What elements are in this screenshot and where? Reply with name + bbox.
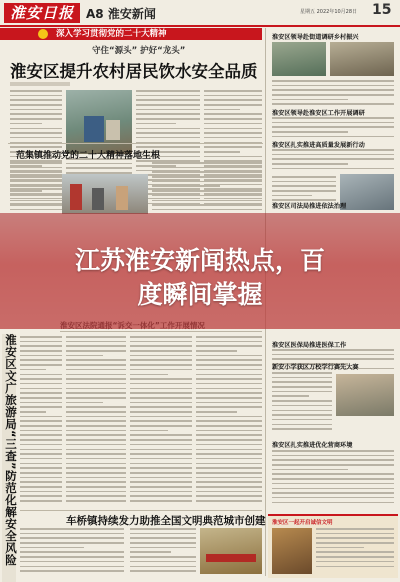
bottom-photo <box>200 528 262 574</box>
bottom-text-col-1 <box>20 528 124 576</box>
lead-byline <box>10 82 70 86</box>
lead-headline: 淮安区提升农村居民饮水安全品质 <box>10 62 258 81</box>
right-headline-7: 淮安区扎实推进优化营商环境 <box>272 442 353 449</box>
vertical-headline <box>2 334 16 582</box>
bottom-headline: 车桥镇持续发力助推全国文明典范城市创建 <box>66 515 266 527</box>
right-photo-1 <box>272 42 326 76</box>
right-text-2 <box>272 117 394 139</box>
second-text-col-2 <box>152 162 262 212</box>
banner-text: 深入学习贯彻党的二十大精神 <box>56 29 167 39</box>
right-headline-2: 淮安区领导赴淮安区工作开展调研 <box>272 110 365 117</box>
emblem-icon <box>38 29 48 39</box>
right-photo-2 <box>330 42 394 76</box>
issue-date: 星期五 2022年10月28日 <box>300 9 358 15</box>
right-text-6 <box>272 372 332 436</box>
lower-text-col-2 <box>66 336 126 508</box>
bottom-text-col-2 <box>130 528 196 576</box>
overlay-title-line-2: 度瞬间掌握 <box>137 280 263 309</box>
ad-title: 淮安区一起开启诚信文明 <box>272 520 333 526</box>
party-banner <box>0 28 262 40</box>
second-headline: 范集镇推动党的二十大精神落地生根 <box>16 151 161 161</box>
right-headline-3: 淮安区扎实推进高质量发展新行动 <box>272 142 365 149</box>
bottom-rule <box>20 510 262 511</box>
lower-text-col-1 <box>20 336 62 508</box>
right-text-3 <box>272 149 394 173</box>
second-photo <box>62 174 148 214</box>
right-headline-5: 淮安区医保局推进医保工作 <box>272 342 347 349</box>
right-headline-6: 新安小学获区万校学行赛先大赛 <box>272 364 359 371</box>
lead-kicker: 守住“源头” 护好“龙头” <box>92 46 186 56</box>
right-text-1 <box>272 80 394 106</box>
vertical-headline-text: 淮安区文广旅游局“三查”防范化解安全风险 <box>4 334 18 567</box>
article-divider <box>8 143 263 144</box>
section-rule <box>60 331 262 332</box>
ad-text <box>316 528 394 574</box>
overlay-title-line-1: 江苏淮安新闻热点，百 <box>74 246 325 275</box>
newspaper-logo: 淮安日报 <box>4 3 80 23</box>
headline-overlay <box>0 213 400 329</box>
ad-box <box>268 514 398 578</box>
lead-photo-1 <box>66 90 132 154</box>
right-text-7 <box>272 450 394 510</box>
right-photo-4 <box>336 374 394 416</box>
masthead <box>0 0 400 26</box>
second-text-col-1 <box>10 162 62 212</box>
lower-text-col-3 <box>130 336 192 508</box>
masthead-rule <box>0 25 400 27</box>
ad-image <box>272 528 312 574</box>
page-number: 15 <box>372 2 392 18</box>
right-headline-1: 淮安区领导赴街道调研乡村振兴 <box>272 34 359 41</box>
lower-text-col-4 <box>196 336 262 508</box>
page-section-label: A8 淮安新闻 <box>86 7 156 21</box>
right-photo-3 <box>340 174 394 210</box>
right-headline-4: 淮安区司法局推进依法治理 <box>272 203 347 210</box>
